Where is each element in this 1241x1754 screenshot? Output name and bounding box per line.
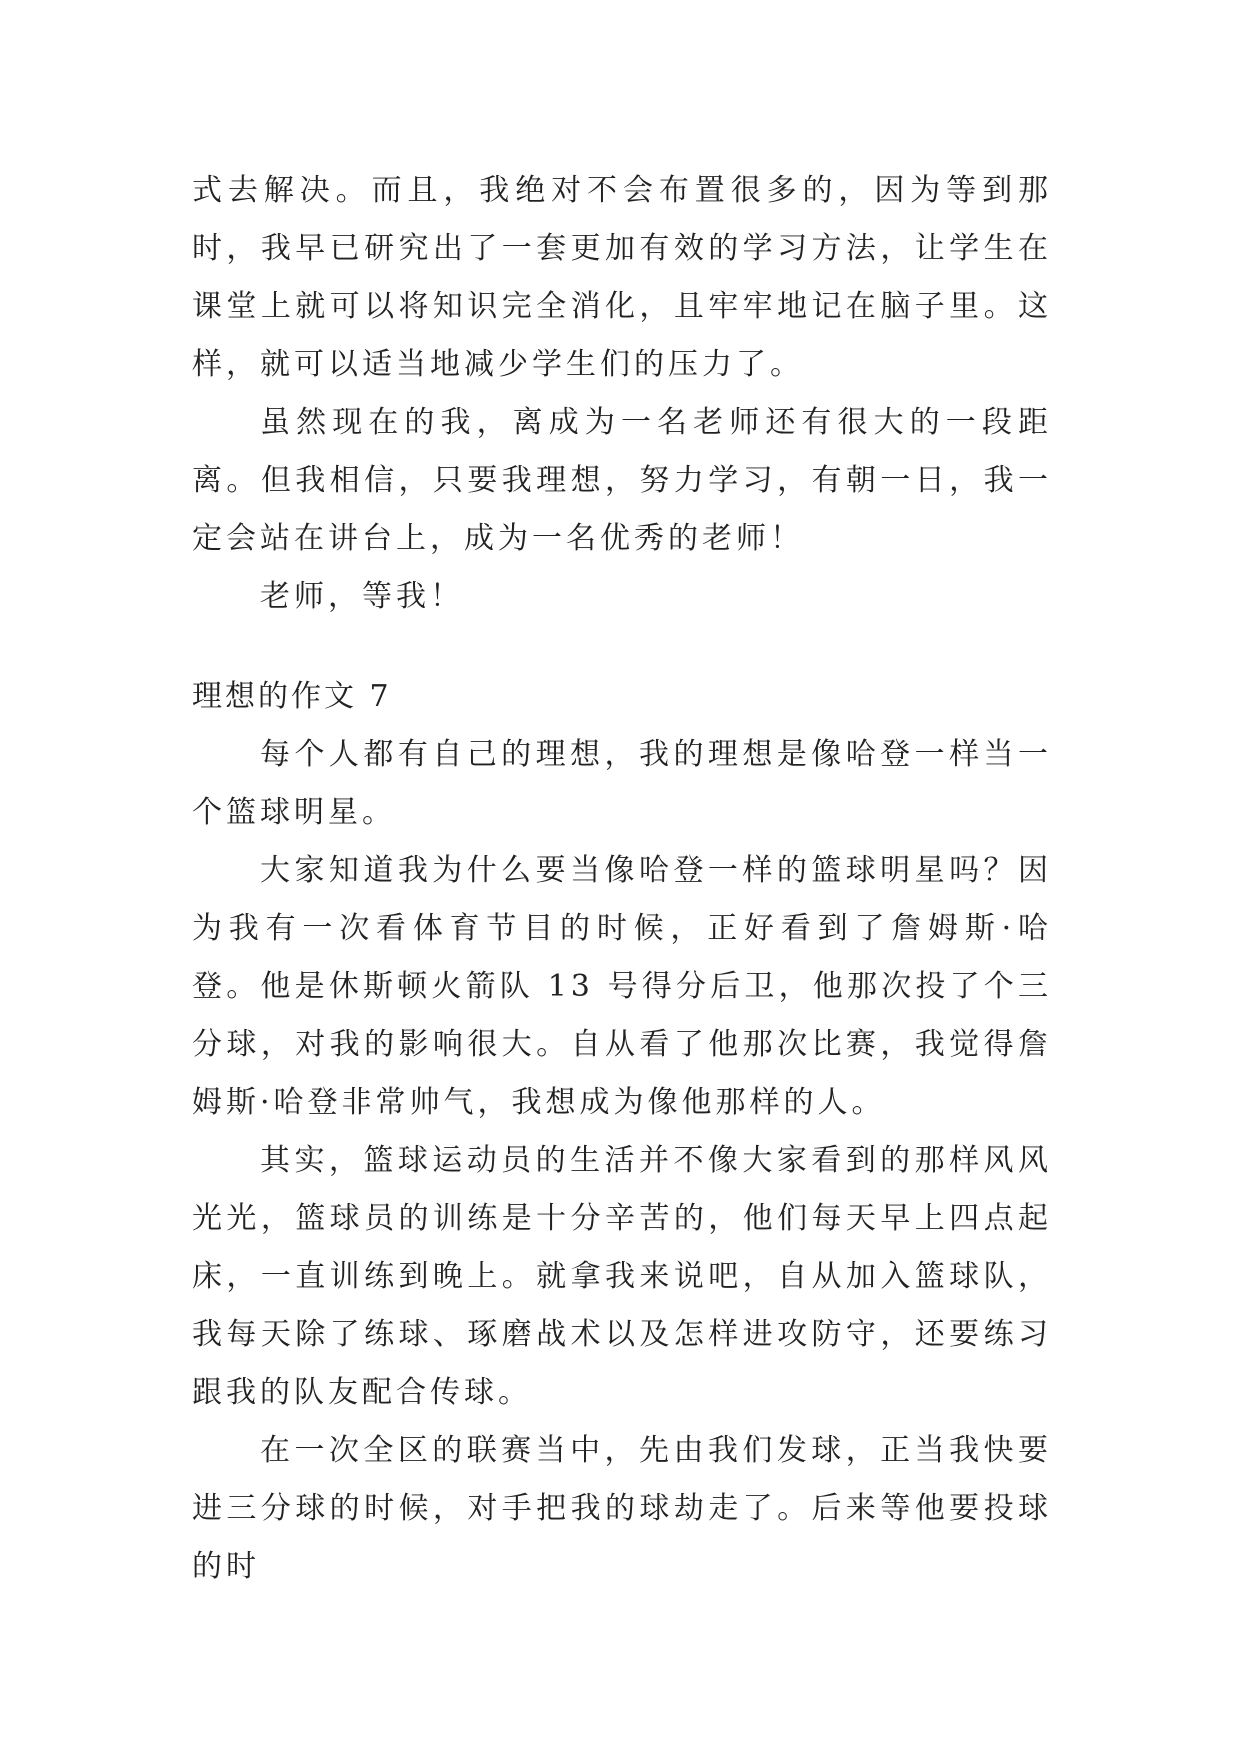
paragraph: 老师，等我！: [260, 579, 464, 614]
paragraph: 在一次全区的联赛当中，先由我们发球，正当我快要进三分球的时候，对手把我的球劫走了。后来等他要投球的时: [192, 1433, 1052, 1584]
paragraph: 式去解决。而且，我绝对不会布置很多的，因为等到那时，我早已研究出了一套更加有效的学习方法，让学生在课堂上就可以将知识完全消化，且牢牢地记在脑子里。这样，就可以适当地减少学生们的压力了。: [192, 173, 1052, 382]
section-title: 理想的作文 7: [192, 679, 392, 714]
section-spacer: [192, 626, 1052, 668]
document-body: [192, 162, 1052, 1596]
paragraph: 每个人都有自己的理想，我的理想是像哈登一样当一个篮球明星。: [192, 737, 1052, 830]
paragraph: 虽然现在的我，离成为一名老师还有很大的一段距离。但我相信，只要我理想，努力学习，有朝一日，我一定会站在讲台上，成为一名优秀的老师！: [192, 405, 1052, 556]
paragraph: 大家知道我为什么要当像哈登一样的篮球明星吗？因为我有一次看体育节目的时候，正好看到了詹姆斯·哈登。他是休斯顿火箭队 13 号得分后卫，他那次投了个三分球，对我的影响很大。自从看了他那次比赛，我觉得詹姆斯·哈登非常帅气，我想成为像他那样的人。: [192, 853, 1052, 1120]
paragraph: 其实，篮球运动员的生活并不像大家看到的那样风风光光，篮球员的训练是十分辛苦的，他们每天早上四点起床，一直训练到晚上。就拿我来说吧，自从加入篮球队，我每天除了练球、琢磨战术以及怎样进攻防守，还要练习跟我的队友配合传球。: [192, 1143, 1052, 1410]
